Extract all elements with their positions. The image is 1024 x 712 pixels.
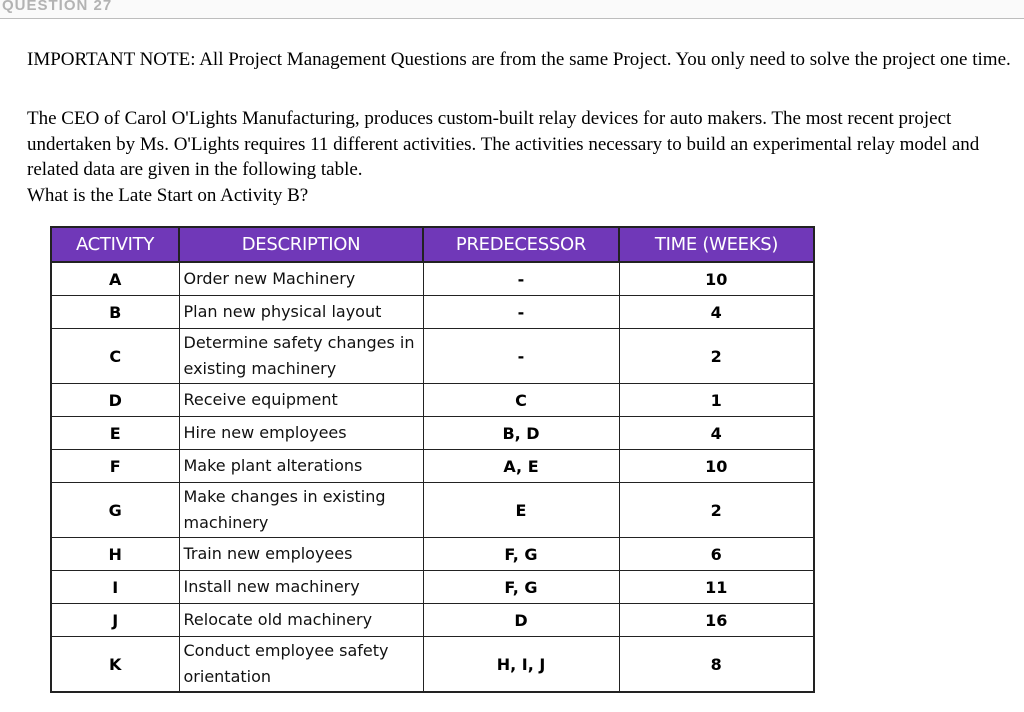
time-cell: 2 (619, 483, 814, 538)
predecessor-cell: H, I, J (423, 637, 619, 693)
time-cell: 6 (619, 538, 814, 571)
description-cell: Train new employees (179, 538, 423, 571)
activity-cell: B (51, 296, 179, 329)
important-note: IMPORTANT NOTE: All Project Management Questions are from the same Project. You only need to solve the project one time. (27, 49, 1011, 70)
header-predecessor: PREDECESSOR (423, 227, 619, 262)
activity-cell: K (51, 637, 179, 693)
activity-cell: J (51, 604, 179, 637)
table-row (51, 483, 814, 538)
predecessor-cell: D (423, 604, 619, 637)
header-description: DESCRIPTION (179, 227, 423, 262)
time-cell: 4 (619, 296, 814, 329)
table-row (51, 571, 814, 604)
predecessor-cell: E (423, 483, 619, 538)
description-cell: Install new machinery (179, 571, 423, 604)
table-row (51, 262, 814, 296)
description-cell: Conduct employee safety orientation (179, 637, 423, 693)
header-time: TIME (WEEKS) (619, 227, 814, 262)
description-cell: Plan new physical layout (179, 296, 423, 329)
time-cell: 1 (619, 384, 814, 417)
table-row (51, 329, 814, 384)
predecessor-cell: A, E (423, 450, 619, 483)
table-header-row (51, 227, 814, 262)
description-cell: Hire new employees (179, 417, 423, 450)
activity-cell: G (51, 483, 179, 538)
time-cell: 10 (619, 262, 814, 296)
time-cell: 2 (619, 329, 814, 384)
question-body: The CEO of Carol O'Lights Manufacturing, produces custom-built relay devices for auto makers. The most recent project undertaken by Ms. O'Lights requires 11 different activities. The activities necessary to build an experimental relay model and related data are given in the following table. (27, 108, 980, 180)
description-cell: Order new Machinery (179, 262, 423, 296)
table-row (51, 384, 814, 417)
table-row (51, 417, 814, 450)
question-text (27, 106, 1012, 208)
predecessor-cell: B, D (423, 417, 619, 450)
time-cell: 11 (619, 571, 814, 604)
time-cell: 16 (619, 604, 814, 637)
activity-cell: D (51, 384, 179, 417)
description-cell: Make plant alterations (179, 450, 423, 483)
table-row (51, 450, 814, 483)
activity-cell: F (51, 450, 179, 483)
table-row (51, 538, 814, 571)
activity-table (50, 226, 815, 693)
activity-cell: I (51, 571, 179, 604)
time-cell: 10 (619, 450, 814, 483)
time-cell: 8 (619, 637, 814, 693)
question-header (0, 0, 1024, 19)
predecessor-cell: - (423, 329, 619, 384)
activity-cell: A (51, 262, 179, 296)
description-cell: Relocate old machinery (179, 604, 423, 637)
description-cell: Make changes in existing machinery (179, 483, 423, 538)
table-row (51, 604, 814, 637)
time-cell: 4 (619, 417, 814, 450)
question-prompt: What is the Late Start on Activity B? (27, 184, 309, 206)
description-cell: Determine safety changes in existing machinery (179, 329, 423, 384)
activity-cell: H (51, 538, 179, 571)
table-row (51, 637, 814, 693)
header-activity: ACTIVITY (51, 227, 179, 262)
predecessor-cell: C (423, 384, 619, 417)
predecessor-cell: F, G (423, 538, 619, 571)
activity-cell: E (51, 417, 179, 450)
description-cell: Receive equipment (179, 384, 423, 417)
predecessor-cell: - (423, 262, 619, 296)
predecessor-cell: - (423, 296, 619, 329)
predecessor-cell: F, G (423, 571, 619, 604)
table-row (51, 296, 814, 329)
question-number: QUESTION 27 (2, 0, 113, 14)
activity-cell: C (51, 329, 179, 384)
